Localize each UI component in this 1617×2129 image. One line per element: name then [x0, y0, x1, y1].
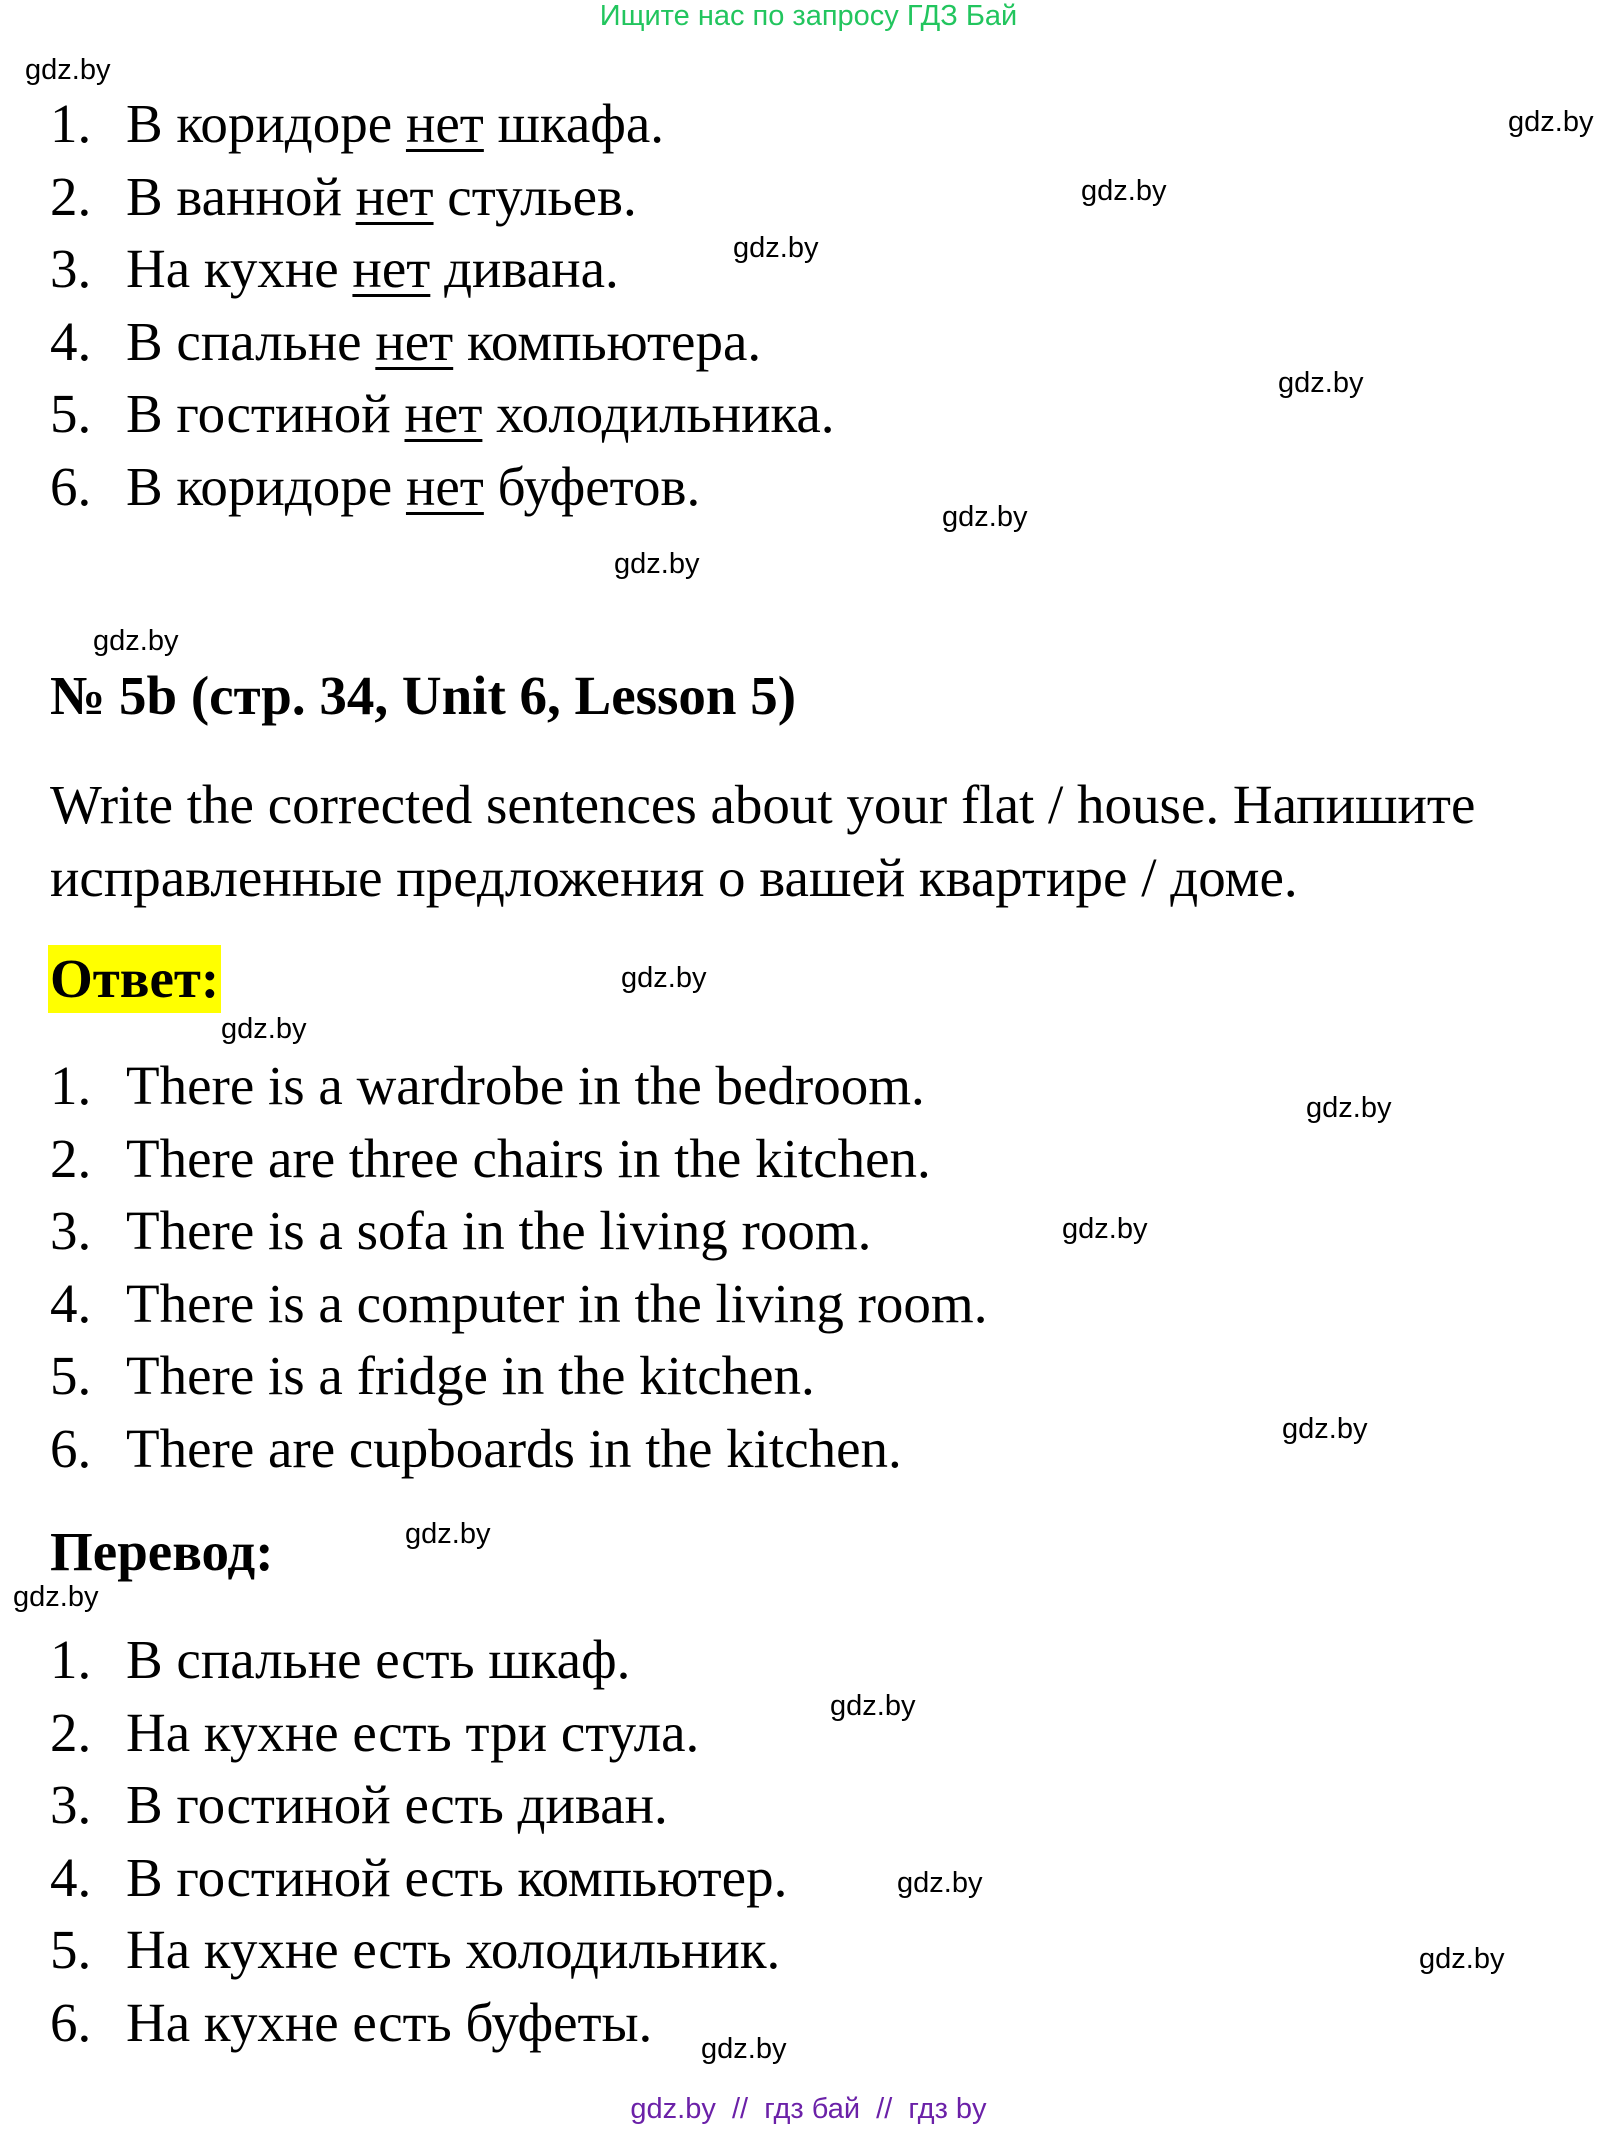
sentence-part: стульев.	[447, 165, 637, 227]
watermark: gdz.by	[614, 548, 700, 580]
sentence-part: В спальне	[126, 310, 362, 372]
item-number: 3.	[50, 1774, 92, 1835]
item-number: 6.	[50, 1991, 92, 2053]
negation-word: нет	[404, 383, 483, 444]
watermark: gdz.by	[897, 1867, 983, 1899]
list-item	[50, 1842, 787, 1915]
list-item	[50, 1987, 787, 2060]
item-number: 4.	[50, 1272, 92, 1334]
watermark: gdz.by	[25, 54, 111, 86]
item-number: 1.	[50, 93, 92, 154]
sentence-part: холодильника.	[496, 383, 835, 444]
list-item	[50, 1914, 787, 1987]
list-item	[50, 1697, 787, 1770]
translations-list	[50, 1624, 787, 2059]
exercise-heading: № 5b (стр. 34, Unit 6, Lesson 5)	[50, 665, 797, 726]
sentence-part: компьютера.	[466, 310, 762, 372]
item-number: 2.	[50, 165, 92, 227]
list-item	[50, 88, 835, 161]
list-item	[50, 378, 835, 451]
sentence-part: шкафа.	[497, 93, 665, 154]
watermark: gdz.by	[221, 1013, 307, 1045]
item-number: 1.	[50, 1055, 92, 1116]
answer-text: There is a sofa in the living room.	[126, 1200, 872, 1261]
negation-word: нет	[375, 310, 454, 372]
task-text: Write the corrected sentences about your flat / house. Напишите исправленные предложения о вашей квартире / доме.	[50, 774, 1476, 908]
watermark: gdz.by	[621, 962, 707, 994]
watermark: gdz.by	[1081, 175, 1167, 207]
answer-label: Ответ:	[48, 945, 221, 1013]
translation-text: В гостиной есть диван.	[126, 1774, 668, 1835]
item-number: 3.	[50, 1200, 92, 1261]
top-banner[interactable]: Ищите нас по запросу ГДЗ Бай	[599, 0, 1018, 32]
list-item	[50, 451, 835, 524]
sentence-part: В коридоре	[126, 93, 393, 154]
item-number: 4.	[50, 1846, 92, 1908]
list-item	[50, 1050, 987, 1123]
item-number: 5.	[50, 1919, 92, 1980]
negative-sentences-list	[50, 88, 835, 523]
watermark: gdz.by	[1508, 106, 1594, 138]
list-item	[50, 1413, 987, 1486]
watermark: gdz.by	[733, 232, 819, 264]
answer-text: There are three chairs in the kitchen.	[126, 1127, 931, 1189]
list-item	[50, 1195, 987, 1268]
translation-text: На кухне есть три стула.	[126, 1701, 700, 1763]
answer-text: There is a fridge in the kitchen.	[126, 1345, 815, 1406]
item-number: 1.	[50, 1629, 92, 1690]
item-number: 3.	[50, 238, 92, 299]
watermark: gdz.by	[1306, 1092, 1392, 1124]
list-item	[50, 1624, 787, 1697]
watermark: gdz.by	[1282, 1413, 1368, 1445]
translation-text: В гостиной есть компьютер.	[126, 1846, 788, 1908]
list-item	[50, 233, 835, 306]
answer-text: There are cupboards in the kitchen.	[126, 1417, 902, 1479]
answer-text: There is a wardrobe in the bedroom.	[126, 1055, 925, 1116]
sentence-part: буфетов.	[497, 455, 701, 517]
translation-text: На кухне есть холодильник.	[126, 1919, 781, 1980]
negation-word: нет	[352, 238, 431, 299]
sentence-part: дивана.	[444, 238, 619, 299]
list-item	[50, 1769, 787, 1842]
translation-text: На кухне есть буфеты.	[126, 1991, 653, 2053]
negation-word: нет	[355, 165, 434, 227]
item-number: 4.	[50, 310, 92, 372]
negation-word: нет	[405, 93, 484, 154]
answer-text: There is a computer in the living room.	[126, 1272, 988, 1334]
sentence-part: В коридоре	[126, 455, 393, 517]
item-number: 6.	[50, 1417, 92, 1479]
watermark: gdz.by	[1278, 367, 1364, 399]
answers-list	[50, 1050, 987, 1485]
watermark: gdz.by	[405, 1518, 491, 1550]
watermark: gdz.by	[1419, 1943, 1505, 1975]
watermark: gdz.by	[830, 1690, 916, 1722]
translation-text: В спальне есть шкаф.	[126, 1629, 631, 1690]
negation-word: нет	[405, 455, 484, 517]
list-item	[50, 1340, 987, 1413]
list-item	[50, 306, 835, 379]
item-number: 2.	[50, 1127, 92, 1189]
item-number: 2.	[50, 1701, 92, 1763]
watermark: gdz.by	[1062, 1213, 1148, 1245]
list-item	[50, 1123, 987, 1196]
watermark: gdz.by	[942, 501, 1028, 533]
watermark: gdz.by	[13, 1581, 99, 1613]
translation-label: Перевод:	[50, 1521, 274, 1582]
item-number: 6.	[50, 455, 92, 517]
sentence-part: На кухне	[126, 238, 339, 299]
list-item	[50, 1268, 987, 1341]
watermark: gdz.by	[93, 625, 179, 657]
watermark: gdz.by	[701, 2033, 787, 2065]
list-item	[50, 161, 835, 234]
sentence-part: В гостиной	[126, 383, 391, 444]
item-number: 5.	[50, 1345, 92, 1406]
sentence-part: В ванной	[126, 165, 342, 227]
bottom-links[interactable]: gdz.by // гдз бай // гдз by	[630, 2093, 987, 2125]
item-number: 5.	[50, 383, 92, 444]
